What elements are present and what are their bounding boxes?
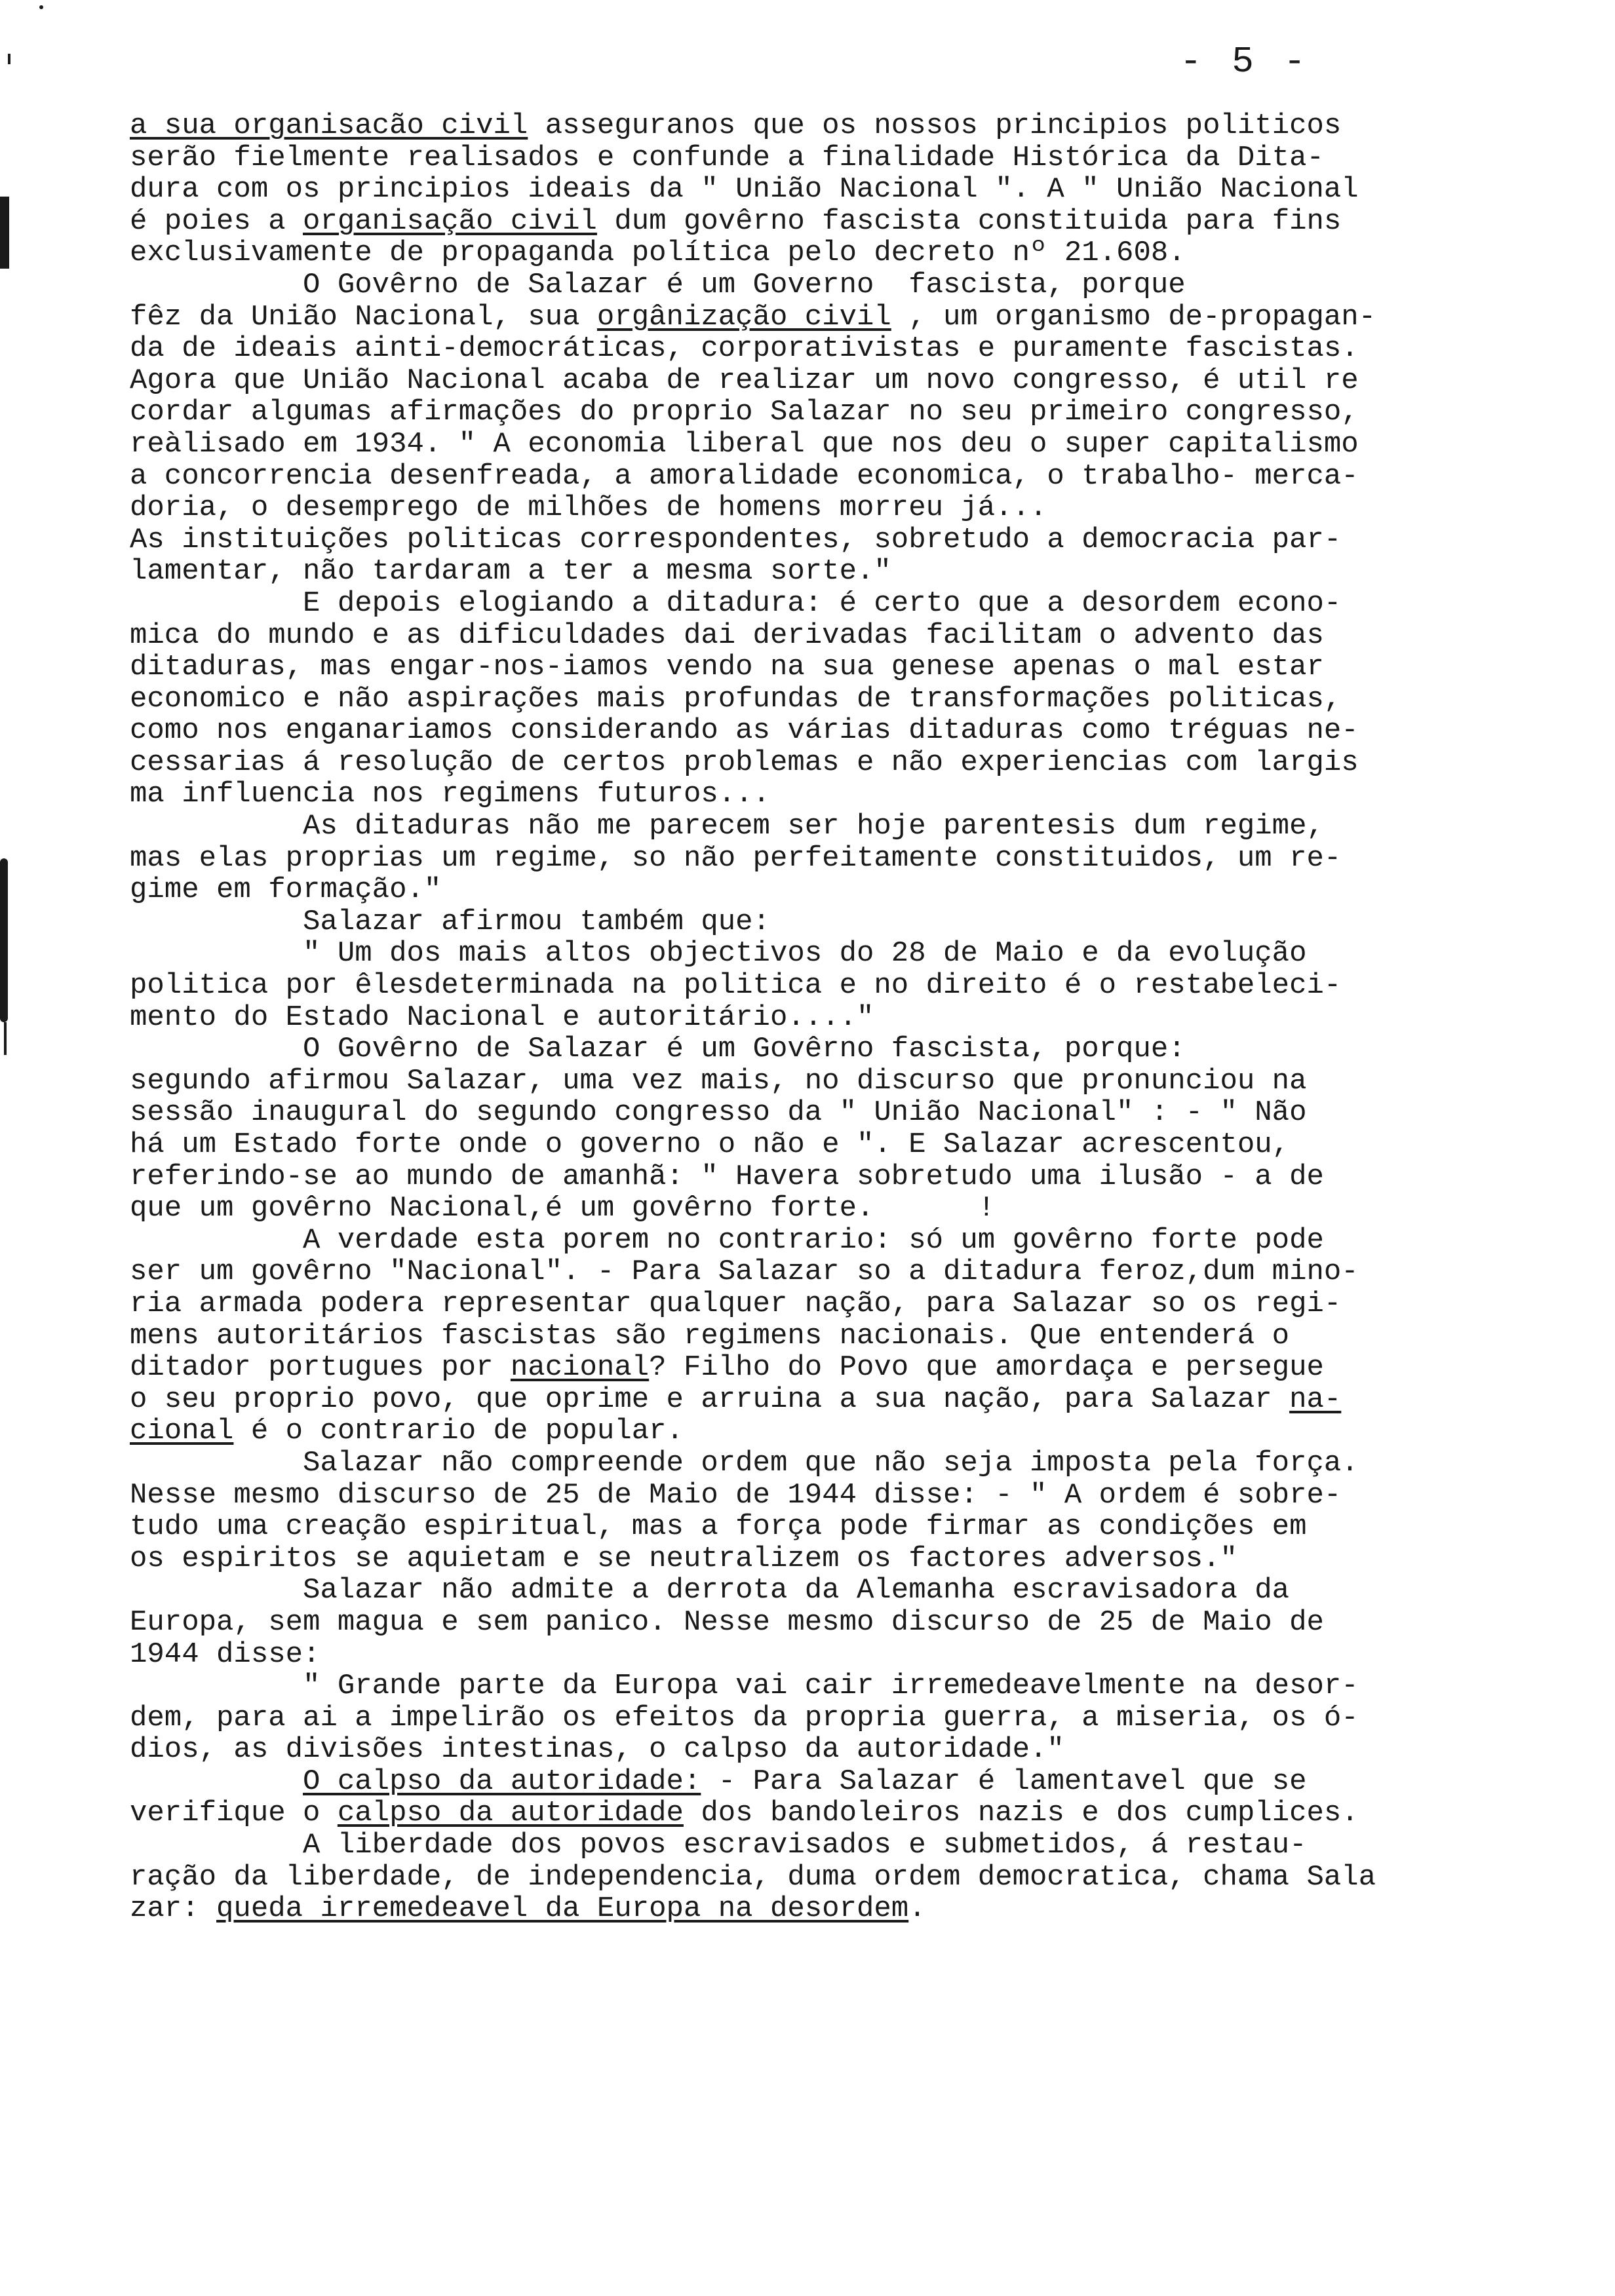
page-number: - 5 - bbox=[1180, 41, 1310, 83]
scan-margin-mark bbox=[0, 197, 9, 269]
text-line-53: O calpso da autoridade: - Para Salazar é lamentavel que se bbox=[303, 1765, 1307, 1798]
underlined-na: na- bbox=[1289, 1383, 1342, 1416]
text-line: da de ideais ainti-democráticas, corporativistas e puramente fascistas. bbox=[130, 332, 1359, 366]
text-line: ditaduras, mas engar-nos-iamos vendo na sua genese apenas o mal estar bbox=[130, 651, 1324, 684]
text-line-54: verifique o calpso da autoridade dos bandoleiros nazis e dos cumplices. bbox=[130, 1797, 1359, 1830]
text-line-42: cional é o contrario de popular. bbox=[130, 1415, 684, 1448]
text-line: ser um govêrno "Nacional". - Para Salazar so a ditadura feroz,dum mino- bbox=[130, 1255, 1359, 1289]
text-line: Salazar não compreende ordem que não seja imposta pela força. bbox=[130, 1446, 1359, 1480]
text-line: dem, para ai a impelirão os efeitos da propria guerra, a miseria, os ó- bbox=[130, 1701, 1359, 1734]
text-line: exclusivamente de propaganda política pelo decreto nº 21.608. bbox=[130, 237, 1186, 270]
scan-margin-mark bbox=[0, 858, 8, 1022]
text-line: tudo uma creação espiritual, mas a força pode firmar as condições em bbox=[130, 1510, 1307, 1544]
text-line: referindo-se ao mundo de amanhã: " Havera sobretudo uma ilusão - a de bbox=[130, 1160, 1324, 1193]
underlined-queda-irremedeavel: queda irremedeavel da Europa na desordem bbox=[216, 1892, 909, 1926]
text-line: 1944 disse: bbox=[130, 1637, 321, 1671]
text-line: Salazar afirmou também que: bbox=[130, 905, 770, 938]
text-line: mento do Estado Nacional e autoritário...." bbox=[130, 1001, 874, 1034]
scan-margin-mark bbox=[4, 1022, 7, 1055]
text-line: lamentar, não tardaram a ter a mesma sorte." bbox=[130, 555, 891, 588]
text-line: ria armada podera representar qualquer nação, para Salazar so os regi- bbox=[130, 1287, 1342, 1320]
text-line: há um Estado forte onde o governo o não e ". E Salazar acrescentou, bbox=[130, 1128, 1290, 1161]
text-line-4: é poies a organisação civil dum govêrno fascista constituida para fins bbox=[130, 204, 1342, 238]
text-line: os espiritos se aquietam e se neutralizem os factores adversos." bbox=[130, 1542, 1237, 1575]
underlined-calpso-da-autoridade: calpso da autoridade bbox=[337, 1797, 684, 1830]
text-line: ma influencia nos regimens futuros... bbox=[130, 778, 770, 811]
text-line: dura com os principios ideais da " União Nacional ". A " União Nacional bbox=[130, 173, 1359, 206]
text-line: E depois elogiando a ditadura: é certo que a desordem econo- bbox=[130, 586, 1342, 620]
text-line: Agora que União Nacional acaba de realizar um novo congresso, é util re bbox=[130, 364, 1359, 397]
text-line: economico e não aspirações mais profundas de transformações politicas, bbox=[130, 682, 1342, 716]
text-line: O Govêrno de Salazar é um Governo fascista, porque bbox=[130, 268, 1186, 301]
scan-speck bbox=[39, 5, 43, 9]
text-line: a concorrencia desenfreada, a amoralidade economica, o trabalho- merca- bbox=[130, 459, 1359, 493]
text-line: O Govêrno de Salazar é um Govêrno fascista, porque: bbox=[130, 1033, 1186, 1066]
text-line-41: o seu proprio povo, que oprime e arruina a sua nação, para Salazar na- bbox=[130, 1383, 1342, 1416]
text-line-40: ditador portugues por nacional? Filho do Povo que amordaça e persegue bbox=[130, 1351, 1324, 1385]
text-line: segundo afirmou Salazar, uma vez mais, no discurso que pronunciou na bbox=[130, 1064, 1307, 1098]
text-line: mica do mundo e as dificuldades dai derivadas facilitam o advento das bbox=[130, 619, 1324, 652]
text-line: cordar algumas afirmações do proprio Salazar no seu primeiro congresso, bbox=[130, 396, 1359, 429]
underlined-organizacao-civil: orgânização civil bbox=[596, 300, 891, 334]
text-line: cessarias á resolução de certos problemas e não experiencias com largis bbox=[130, 746, 1359, 779]
underlined-calpso-da-autoridade: O calpso da autoridade: bbox=[303, 1765, 701, 1798]
text-line: " Um dos mais altos objectivos do 28 de Maio e da evolução bbox=[130, 937, 1307, 970]
underlined-organisacao-civil: organisação civil bbox=[303, 204, 597, 238]
text-line-57: zar: queda irremedeavel da Europa na desordem. bbox=[130, 1892, 926, 1926]
underlined-organisacao-civil: a sua organisacão civil bbox=[130, 109, 528, 142]
text-line: politica por êlesdeterminada na politica e no direito é o restabeleci- bbox=[130, 969, 1342, 1003]
text-line: doria, o desemprego de milhões de homens morreu já... bbox=[130, 491, 1047, 525]
text-line: Salazar não admite a derrota da Alemanha escravisadora da bbox=[130, 1574, 1290, 1607]
text-line: mens autoritários fascistas são regimens nacionais. Que entenderá o bbox=[130, 1319, 1290, 1352]
text-line: que um govêrno Nacional,é um govêrno forte. ! bbox=[130, 1192, 996, 1225]
text-line: " Grande parte da Europa vai cair irremedeavelmente na desor- bbox=[130, 1670, 1359, 1703]
text-line: ração da liberdade, de independencia, duma ordem democratica, chama Sala bbox=[130, 1860, 1376, 1894]
typed-text-body bbox=[130, 110, 1526, 1925]
underlined-cional: cional bbox=[130, 1415, 234, 1448]
text-line: gime em formação." bbox=[130, 873, 442, 907]
text-line: dios, as divisões intestinas, o calpso da autoridade." bbox=[130, 1733, 1064, 1767]
text-line: reàlisado em 1934. " A economia liberal que nos deu o super capitalismo bbox=[130, 427, 1359, 461]
text-line: sessão inaugural do segundo congresso da " União Nacional" : - " Não bbox=[130, 1096, 1307, 1130]
text-line: mas elas proprias um regime, so não perfeitamente constituidos, um re- bbox=[130, 841, 1342, 875]
underlined-nacional: nacional bbox=[510, 1351, 650, 1385]
text-line-7: fêz da União Nacional, sua orgânização civil , um organismo de-propagan- bbox=[130, 300, 1376, 334]
text-line: Europa, sem magua e sem panico. Nesse mesmo discurso de 25 de Maio de bbox=[130, 1605, 1324, 1639]
text-line: A verdade esta porem no contrario: só um govêrno forte pode bbox=[130, 1223, 1324, 1257]
text-line: como nos enganariamos considerando as várias ditaduras como tréguas ne- bbox=[130, 714, 1359, 748]
text-line: As instituições politicas correspondentes, sobretudo a democracia par- bbox=[130, 523, 1342, 556]
scan-speck bbox=[8, 54, 10, 64]
text-line: As ditaduras não me parecem ser hoje parentesis dum regime, bbox=[130, 810, 1324, 843]
text-line: Nesse mesmo discurso de 25 de Maio de 1944 disse: - " A ordem é sobre- bbox=[130, 1478, 1342, 1512]
text-line: serão fielmente realisados e confunde a finalidade Histórica da Dita- bbox=[130, 141, 1324, 174]
text-line-1: a sua organisacão civil asseguranos que os nossos principios politicos bbox=[130, 109, 1342, 142]
text-line: A liberdade dos povos escravisados e submetidos, á restau- bbox=[130, 1829, 1307, 1862]
